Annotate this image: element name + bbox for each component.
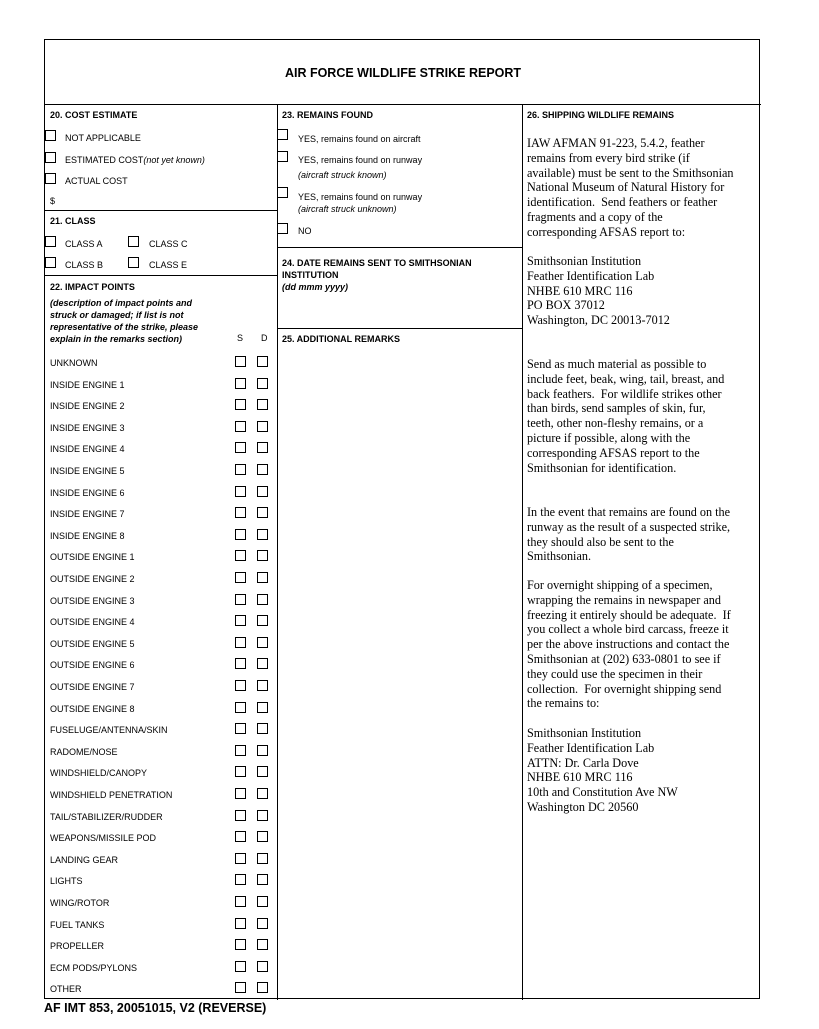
impact-point-label: WINDSHIELD/CANOPY [50,768,148,779]
class-a-checkbox[interactable] [45,236,56,247]
impact-point-label: INSIDE ENGINE 6 [50,487,125,498]
struck-checkbox[interactable] [235,680,246,691]
text-line: the remains to: [527,696,600,711]
text-line: back feathers. For wildlife strikes other [527,386,722,401]
text-line: Washington, DC 20013-7012 [527,313,670,328]
impact-point-label: FUEL TANKS [50,919,105,930]
text-line: you collect a whole bird carcass, freeze it [527,622,729,637]
damaged-checkbox[interactable] [257,918,268,929]
damaged-checkbox[interactable] [257,810,268,821]
damaged-checkbox[interactable] [257,572,268,583]
actual-cost-checkbox[interactable] [45,173,56,184]
struck-checkbox[interactable] [235,766,246,777]
text-line: include feet, beak, wing, tail, breast, and [527,371,725,386]
text-line: National Museum of Natural History for [527,180,725,195]
damaged-checkbox[interactable] [257,550,268,561]
text-line: Smithsonian for identification. [527,460,677,475]
impact-point-label: UNKNOWN [50,358,98,368]
remains-aircraft-checkbox[interactable] [277,129,288,140]
date-sent-field[interactable] [279,295,520,325]
struck-checkbox[interactable] [235,421,246,432]
text-line: Feather Identification Lab [527,268,655,283]
date-sent-heading-line-1: 24. DATE REMAINS SENT TO SMITHSONIAN [282,258,472,268]
impact-point-label: INSIDE ENGINE 2 [50,401,125,412]
remains-no-label: NO [298,226,312,236]
impact-point-label: OUTSIDE ENGINE 7 [50,682,135,692]
shipping-paragraph-1 [527,136,733,240]
actual-cost-label: ACTUAL COST [65,176,128,186]
text-line: IAW AFMAN 91-223, 5.4.2, feather [527,136,705,150]
additional-remarks-heading: 25. ADDITIONAL REMARKS [282,334,401,344]
impact-instructions-line-3: representative of the strike, please [50,322,199,332]
shipping-paragraph-2 [527,357,724,475]
damaged-checkbox[interactable] [257,831,268,842]
shipping-remains-heading: 26. SHIPPING WILDLIFE REMAINS [527,110,675,120]
impact-point-label: OUTSIDE ENGINE 4 [50,617,135,628]
struck-checkbox[interactable] [235,961,246,972]
impact-point-label: OUTSIDE ENGINE 1 [50,552,135,563]
impact-points-heading: 22. IMPACT POINTS [50,282,135,292]
struck-checkbox[interactable] [235,615,246,626]
text-line: Send as much material as possible to [527,357,707,371]
damaged-checkbox[interactable] [257,529,268,540]
text-line: PO BOX 37012 [527,298,605,313]
struck-checkbox[interactable] [235,831,246,842]
form-title: AIR FORCE WILDLIFE STRIKE REPORT [45,40,761,105]
impact-point-label: PROPELLER [50,941,105,952]
class-c-checkbox[interactable] [128,236,139,247]
damaged-checkbox[interactable] [257,442,268,453]
text-line: freezing it entirely should be adequate. If [527,607,731,622]
impact-point-label: RADOME/NOSE [50,746,118,757]
cost-estimate-heading: 20. COST ESTIMATE [50,110,138,120]
struck-checkbox[interactable] [235,594,246,605]
struck-checkbox[interactable] [235,399,246,410]
date-sent-heading-line-2: INSTITUTION [282,270,339,280]
text-line: corresponding AFSAS report to: [527,224,686,239]
text-line: runway as the result of a suspected strike, [527,519,731,534]
strike-report-form [44,39,760,999]
text-line: Smithsonian. [527,549,591,564]
damaged-checkbox[interactable] [257,507,268,518]
impact-instructions-line-4: explain in the remarks section) [50,334,183,344]
smithsonian-address-1 [527,254,670,328]
struck-checkbox[interactable] [235,810,246,821]
column-divider-right [522,105,523,1000]
struck-checkbox[interactable] [235,464,246,475]
text-line: identification. Send feathers or feather [527,195,718,210]
struck-checkbox[interactable] [235,529,246,540]
class-heading: 21. CLASS [50,216,96,226]
not-applicable-label: NOT APPLICABLE [65,133,141,143]
class-e-label: CLASS E [149,260,188,270]
impact-point-label: OUTSIDE ENGINE 5 [50,638,135,649]
text-line: In the event that remains are found on the [527,505,731,519]
damaged-checkbox[interactable] [257,982,268,993]
text-line: For overnight shipping of a specimen, [527,578,713,592]
text-line: ATTN: Dr. Carla Dove [527,755,639,770]
damaged-checkbox[interactable] [257,939,268,950]
struck-checkbox[interactable] [235,637,246,648]
struck-checkbox[interactable] [235,788,246,799]
impact-point-label: WEAPONS/MISSILE POD [50,833,157,844]
text-line: corresponding AFSAS report to the [527,445,700,460]
class-e-checkbox[interactable] [128,257,139,268]
impact-point-label: LANDING GEAR [50,854,119,865]
impact-instructions-line-2: struck or damaged; if list is not [50,310,184,320]
divider-24-25 [277,328,522,329]
text-line: available) must be sent to the Smithsonian [527,165,734,180]
date-format-hint: (dd mmm yyyy) [282,282,349,292]
text-line: Smithsonian Institution [527,726,642,740]
text-line: teeth, other non-fleshy remains, or a [527,416,704,431]
impact-point-label: OUTSIDE ENGINE 8 [50,703,135,714]
damaged-checkbox[interactable] [257,788,268,799]
impact-point-label: LIGHTS [50,876,83,887]
impact-instructions-line-1: (description of impact points and [50,298,193,308]
remains-runway-unknown-note: (aircraft struck unknown) [298,204,397,214]
impact-point-label: OUTSIDE ENGINE 6 [50,660,135,671]
struck-checkbox[interactable] [235,658,246,669]
class-b-checkbox[interactable] [45,257,56,268]
class-c-label: CLASS C [149,239,188,249]
text-line: they could use the specimen in their [527,666,703,681]
text-line: Smithsonian Institution [527,254,642,268]
struck-checkbox[interactable] [235,572,246,583]
smithsonian-address-2 [527,726,678,815]
impact-point-label: INSIDE ENGINE 5 [50,466,125,476]
damaged-checkbox[interactable] [257,421,268,432]
divider-23-24 [277,247,522,248]
remains-no-checkbox[interactable] [277,223,288,234]
damaged-checkbox[interactable] [257,874,268,885]
struck-checkbox[interactable] [235,918,246,929]
damaged-checkbox[interactable] [257,745,268,756]
damaged-checkbox[interactable] [257,464,268,475]
text-line: than birds, send samples of skin, fur, [527,401,706,416]
class-a-label: CLASS A [65,239,103,249]
shipping-paragraph-3 [527,505,730,564]
remains-runway-known-checkbox[interactable] [277,151,288,162]
struck-column-header: S [237,333,244,343]
additional-remarks-field[interactable] [279,350,520,995]
struck-checkbox[interactable] [235,874,246,885]
damaged-checkbox[interactable] [257,766,268,777]
estimated-cost-checkbox[interactable] [45,152,56,163]
text-line: remains from every bird strike (if [527,150,690,165]
damaged-checkbox[interactable] [257,378,268,389]
form-footer: AF IMT 853, 20051015, V2 (REVERSE) [44,1001,267,1015]
impact-point-label: WING/ROTOR [50,898,110,908]
struck-checkbox[interactable] [235,550,246,561]
text-line: Smithsonian at (202) 633-0801 to see if [527,651,721,666]
cost-currency-symbol: $ [50,196,56,206]
damaged-checkbox[interactable] [257,702,268,713]
struck-checkbox[interactable] [235,378,246,389]
divider-20-21 [45,210,277,211]
struck-checkbox[interactable] [235,745,246,756]
struck-checkbox[interactable] [235,702,246,713]
impact-point-label: INSIDE ENGINE 8 [50,530,125,541]
class-b-label: CLASS B [65,260,104,270]
struck-checkbox[interactable] [235,853,246,864]
damaged-checkbox[interactable] [257,658,268,669]
text-line: per the above instructions and contact the [527,637,730,652]
damaged-checkbox[interactable] [257,680,268,691]
text-line: fragments and a copy of the [527,209,663,224]
impact-point-label: INSIDE ENGINE 3 [50,422,125,433]
impact-point-label: OUTSIDE ENGINE 2 [50,574,135,584]
damaged-checkbox[interactable] [257,615,268,626]
damaged-checkbox[interactable] [257,356,268,367]
text-line: collection. For overnight shipping send [527,681,722,696]
remains-runway-known-note: (aircraft struck known) [298,170,387,180]
impact-point-label: OUTSIDE ENGINE 3 [50,595,135,606]
text-line: Feather Identification Lab [527,740,655,755]
struck-checkbox[interactable] [235,939,246,950]
text-line: Washington DC 20560 [527,799,639,814]
impact-point-label: WINDSHIELD PENETRATION [50,790,173,800]
impact-point-label: OTHER [50,984,82,995]
struck-checkbox[interactable] [235,723,246,734]
struck-checkbox[interactable] [235,896,246,907]
impact-point-label: FUSELUGE/ANTENNA/SKIN [50,725,168,736]
impact-point-label: INSIDE ENGINE 7 [50,509,125,520]
damaged-checkbox[interactable] [257,637,268,648]
divider-21-22 [45,275,277,276]
impact-point-label: INSIDE ENGINE 1 [50,379,125,390]
estimated-cost-label: ESTIMATED COST(not yet known) [65,155,205,165]
struck-checkbox[interactable] [235,442,246,453]
not-applicable-checkbox[interactable] [45,130,56,141]
damaged-checkbox[interactable] [257,723,268,734]
impact-point-label: INSIDE ENGINE 4 [50,444,125,455]
damaged-checkbox[interactable] [257,594,268,605]
damaged-checkbox[interactable] [257,961,268,972]
text-line: 10th and Constitution Ave NW [527,785,678,800]
remains-found-heading: 23. REMAINS FOUND [282,110,374,120]
text-line: NHBE 610 MRC 116 [527,770,633,785]
struck-checkbox[interactable] [235,507,246,518]
damaged-checkbox[interactable] [257,399,268,410]
remains-runway-unknown-checkbox[interactable] [277,187,288,198]
struck-checkbox[interactable] [235,486,246,497]
remains-aircraft-label: YES, remains found on aircraft [298,134,421,144]
text-line: wrapping the remains in newspaper and [527,592,721,607]
text-line: NHBE 610 MRC 116 [527,283,633,298]
remains-runway-unknown-label: YES, remains found on runway [298,192,423,202]
text-line: picture if possible, along with the [527,430,691,445]
impact-point-label: ECM PODS/PYLONS [50,962,138,973]
damaged-checkbox[interactable] [257,896,268,907]
damaged-checkbox[interactable] [257,486,268,497]
impact-point-label: TAIL/STABILIZER/RUDDER [50,811,163,822]
column-divider-left [277,105,278,1000]
damaged-column-header: D [261,333,268,343]
text-line: they should also be sent to the [527,534,674,549]
damaged-checkbox[interactable] [257,853,268,864]
struck-checkbox[interactable] [235,356,246,367]
shipping-paragraph-4 [527,578,731,711]
struck-checkbox[interactable] [235,982,246,993]
remains-runway-known-label: YES, remains found on runway [298,155,423,165]
